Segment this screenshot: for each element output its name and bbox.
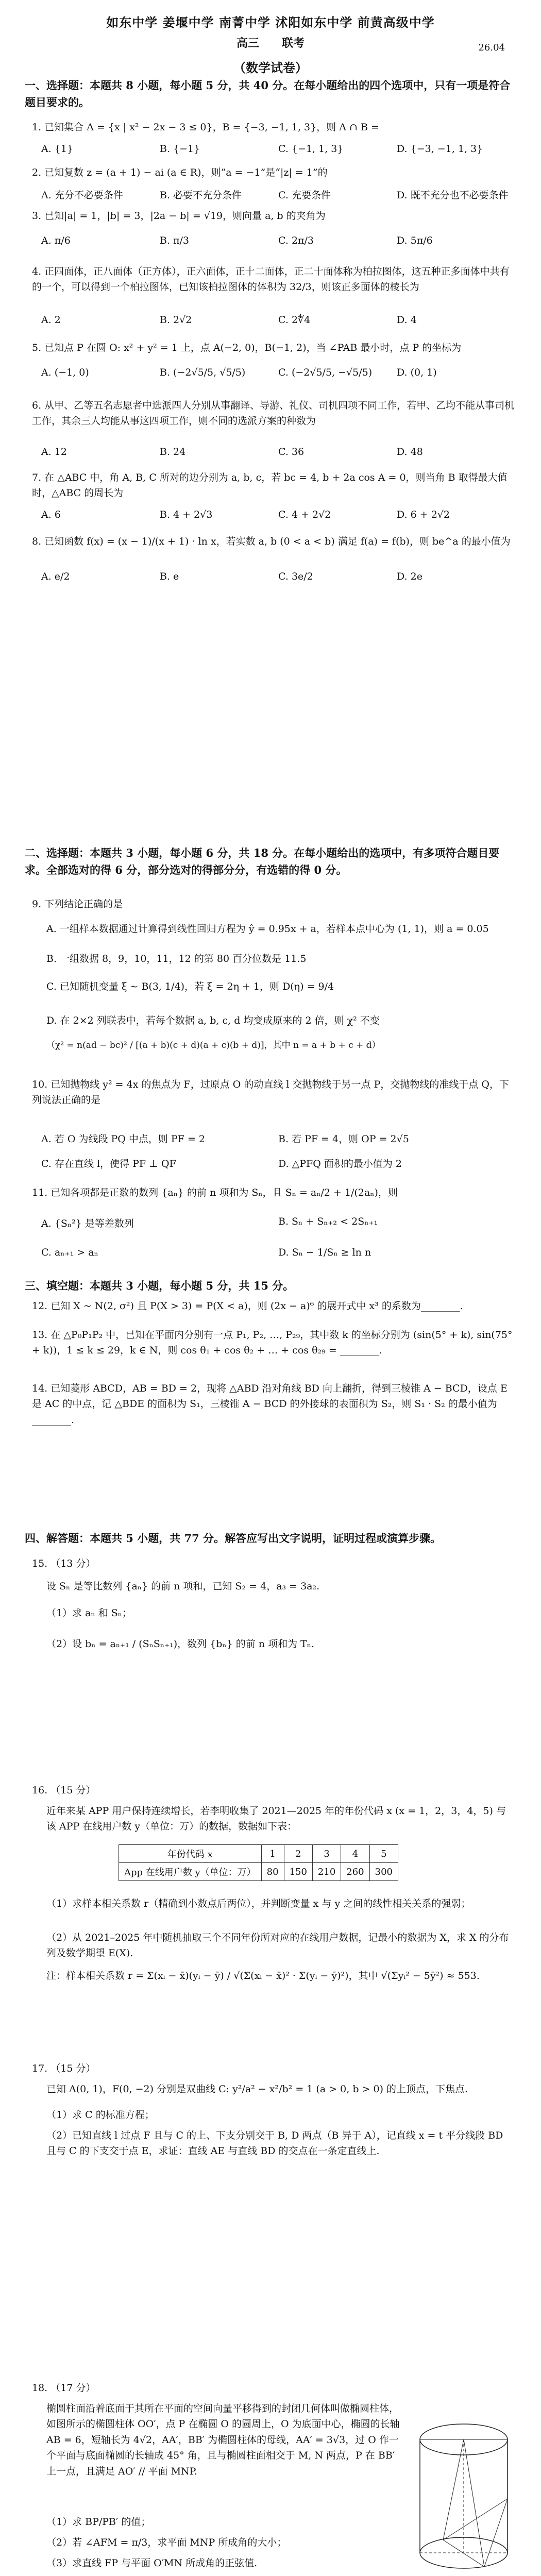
option: B. (−2√5/5, √5/5) (160, 367, 246, 378)
q18-part3: （3）求直线 FP 与平面 O′MN 所成角的正弦值. (46, 2557, 258, 2569)
question-7: 7. 在 △ABC 中，角 A, B, C 所对的边分别为 a, b, c，若 bc = 4, b + 2a cos A = 0，则当角 B 取得最大值时，△ABC 的周长为 (32, 472, 508, 499)
option: D. Sₙ − 1/Sₙ ≥ ln n (278, 1247, 371, 1258)
option: A. {Sₙ²} 是等差数列 (41, 1218, 134, 1229)
option: A. {1} (41, 143, 74, 155)
question-10: 10. 已知抛物线 y² = 4x 的焦点为 F，过原点 O 的动直线 l 交抛物线于另一点 P，交抛物线的准线于点 Q，下列说法正确的是 (32, 1079, 509, 1106)
grade-title: 高三 联考 (236, 37, 305, 50)
option: B. π/3 (160, 235, 190, 246)
question-18-header: 18. （17 分） (32, 2382, 96, 2394)
q15-part2: （2）设 bₙ = aₙ₊₁ / (SₙSₙ₊₁)，数列 {bₙ} 的前 n 项和为 Tₙ. (46, 1638, 315, 1650)
question-6: 6. 从甲、乙等五名志愿者中选派四人分别从事翻译、导游、礼仪、司机四项不同工作，若甲、乙均不能从事司机工作，其余三人均能从事这四项工作，则不同的选派方案的种数为 (32, 400, 515, 427)
q17-stem: 已知 A(0, 1)，F(0, −2) 分别是双曲线 C: y²/a² − x²/b² = 1 (a > 0, b > 0) 的上顶点，下焦点. (46, 2083, 468, 2095)
section3-title: 三、填空题：本题共 3 小题，每小题 5 分，共 15 分。 (25, 1279, 294, 1292)
option: C. aₙ₊₁ > aₙ (41, 1247, 98, 1258)
q15-part1: （1）求 aₙ 和 Sₙ； (46, 1607, 132, 1619)
option: B. 若 PF = 4，则 OP = 2√5 (278, 1133, 409, 1145)
question-9: 9. 下列结论正确的是 (32, 899, 123, 910)
question-8: 8. 已知函数 f(x) = (x − 1)/(x + 1) · ln x，若实数 a, b (0 < a < b) 满足 f(a) = f(b)，则 be^a 的最小值为 (32, 536, 511, 547)
option: D. 6 + 2√2 (397, 509, 450, 520)
q10-options-row2 (41, 1156, 515, 1170)
option: D. 2e (397, 571, 422, 582)
school-names: 如东中学 姜堰中学 南菁中学 沭阳如东中学 前黄高级中学 (106, 15, 435, 30)
q9-formula-note: （χ² = n(ad − bc)² / [(a + b)(c + d)(a + c)(b + d)]，其中 n = a + b + c + d） (46, 1040, 381, 1050)
option: A. e/2 (41, 571, 70, 582)
data-table (119, 1844, 398, 1881)
option: B. e (160, 571, 179, 582)
q9-option-a: A. 一组样本数据通过计算得到线性回归方程为 ŷ = 0.95x + a，若样本点中心为 (1, 1)，则 a = 0.05 (46, 923, 489, 935)
option: C. {−1, 1, 3} (278, 143, 344, 155)
table-cell: App 在线用户数 y（单位：万） (119, 1863, 262, 1881)
option: B. 24 (160, 446, 186, 457)
question-17-header: 17. （15 分） (32, 2063, 96, 2074)
q1-options (41, 143, 515, 155)
option: C. 存在直线 l，使得 PF ⊥ QF (41, 1158, 176, 1170)
option: B. 4 + 2√3 (160, 509, 213, 520)
exam-code: 26.04 (478, 42, 505, 53)
option: A. 若 O 为线段 PQ 中点，则 PF = 2 (41, 1133, 205, 1145)
option: C. 充要条件 (278, 190, 331, 201)
table-cell: 300 (369, 1863, 398, 1881)
q11-options-row2 (41, 1247, 515, 1258)
option: A. (−1, 0) (41, 367, 89, 378)
q17-part1: （1）求 C 的标准方程； (46, 2109, 155, 2121)
option: B. {−1} (160, 143, 200, 155)
table-cell: 5 (369, 1845, 398, 1863)
table-cell: 150 (284, 1863, 312, 1881)
table-cell: 2 (284, 1845, 312, 1863)
q17-part2: （2）已知直线 l 过点 F 且与 C 的上、下支分别交于 B, D 两点（B 异于 A），记直线 x = t 平分线段 BD 且与 C 的下支交于点 E，求证：直线 AE 与直线 BD 的交点在一条定直线上. (46, 2130, 503, 2157)
q9-option-d: D. 在 2×2 列联表中，若每个数据 a, b, c, d 均变成原来的 2 倍，则 χ² 不变 (46, 1015, 380, 1026)
table-cell: 1 (261, 1845, 284, 1863)
q4-options (41, 314, 515, 326)
option: D. 5π/6 (397, 235, 433, 246)
table-cell: 年份代码 x (119, 1845, 262, 1863)
exam-header (0, 12, 541, 50)
option: D. △PFQ 面积的最小值为 2 (278, 1158, 402, 1170)
table-cell: 3 (312, 1845, 341, 1863)
q15-stem: 设 Sₙ 是等比数列 {aₙ} 的前 n 项和，已知 S₂ = 4，a₃ = 3a₂. (46, 1581, 320, 1592)
q16-part2: （2）从 2021–2025 年中随机抽取三个不同年份所对应的在线用户数据，记最小的数据为 X，求 X 的分布列及数学期望 E(X). (46, 1932, 509, 1959)
q18-part2: （2）若 ∠AFM = π/3，求平面 MNP 所成角的大小； (46, 2537, 287, 2548)
q9-option-c: C. 已知随机变量 ξ ~ B(3, 1/4)，若 ξ = 2η + 1，则 D(η) = 9/4 (46, 981, 334, 992)
q5-options (41, 367, 515, 378)
option: A. π/6 (41, 235, 71, 246)
question-2: 2. 已知复数 z = (a + 1) − ai (a ∈ R)，则“a = −1”是“|z| = 1”的 (32, 167, 328, 178)
elliptic-cylinder-figure (412, 2416, 515, 2576)
option: C. 3e/2 (278, 571, 313, 582)
table-cell: 210 (312, 1863, 341, 1881)
table-cell: 80 (261, 1863, 284, 1881)
q9-option-b: B. 一组数据 8，9，10，11，12 的第 80 百分位数是 11.5 (46, 953, 307, 964)
option: A. 6 (41, 509, 61, 520)
q16-part1: （1）求样本相关系数 r（精确到小数点后两位），并判断变量 x 与 y 之间的线性相关关系的强弱； (46, 1898, 471, 1909)
option: A. 2 (41, 314, 61, 326)
table-row (119, 1863, 398, 1881)
question-5: 5. 已知点 P 在圆 O: x² + y² = 1 上，点 A(−2, 0)，B(−1, 2)，当 ∠PAB 最小时，点 P 的坐标为 (32, 342, 462, 353)
q2-options (41, 188, 515, 201)
question-1: 1. 已知集合 A = {x | x² − 2x − 3 ≤ 0}，B = {−3, −1, 1, 3}，则 A ∩ B = (32, 122, 379, 133)
option: A. 充分不必要条件 (41, 190, 123, 201)
q18-stem: 椭圆柱面沿着底面于其所在平面的空间向量平移得到的封闭几何体叫做椭圆柱体，如图所示的椭圆柱体 OO′，点 P 在椭圆 O 的圆周上，O 为底面中心，椭圆的长轴 AB = 6，短轴长为 4√2，AA′，BB′ 为椭圆柱体的母线，AA′ = 3√3，过 O 作一个平面与底面椭圆的长轴成 45° 角，且与椭圆柱面相交于 M, N 两点，P 在 BB′ 上一点，且满足 AO′ // 平面 MNP. (46, 2403, 400, 2477)
q6-options (41, 446, 515, 457)
question-4: 4. 正四面体，正八面体（正方体），正六面体，正十二面体，正二十面体称为柏拉图体，这五种正多面体中共有的一个，可以得到一个柏拉图体，已知该柏拉图体的体积为 32/3，则该正多面体的棱长为 (32, 266, 510, 293)
question-11: 11. 已知各项都是正数的数列 {aₙ} 的前 n 项和为 Sₙ，且 Sₙ = aₙ/2 + 1/(2aₙ)，则 (32, 1187, 398, 1198)
option: D. 4 (397, 314, 417, 326)
q16-stem: 近年来某 APP 用户保持连续增长，若李明收集了 2021—2025 年的年份代码 x (x = 1，2，3，4，5) 与该 APP 在线用户数 y（单位：万）的数据，数据如下表： (46, 1805, 506, 1833)
q16-formula-note: 注：样本相关系数 r = Σ(xᵢ − x̄)(yᵢ − ȳ) / √(Σ(xᵢ − x̄)² · Σ(yᵢ − ȳ)²)，其中 √(Σyᵢ² − 5ȳ²) ≈ 553. (46, 1970, 480, 1981)
option: C. 2π/3 (278, 235, 314, 246)
option: D. (0, 1) (397, 367, 437, 378)
q3-options (41, 235, 515, 246)
paper-type: （数学试卷） (233, 60, 308, 75)
table-cell: 4 (341, 1845, 369, 1863)
question-12: 12. 已知 X ~ N(2, σ²) 且 P(X > 3) = P(X < a)，则 (2x − a)⁶ 的展开式中 x³ 的系数为________. (32, 1300, 463, 1312)
table-cell: 260 (341, 1863, 369, 1881)
option: C. 2∜4 (278, 314, 311, 326)
option: B. 必要不充分条件 (160, 190, 242, 201)
option: C. 4 + 2√2 (278, 509, 331, 520)
section2-title: 二、选择题：本题共 3 小题，每小题 6 分，共 18 分。在每小题给出的选项中，有多项符合题目要求。全部选对的得 6 分，部分选对的得部分分，有选错的得 0 分。 (25, 846, 500, 876)
question-16-header: 16. （15 分） (32, 1785, 96, 1796)
q11-options-row1 (41, 1216, 515, 1230)
section1-title: 一、选择题：本题共 8 小题，每小题 5 分，共 40 分。在每小题给出的四个选项中，只有一项是符合题目要求的。 (25, 79, 511, 109)
option: C. (−2√5/5, −√5/5) (278, 367, 373, 378)
question-15-header: 15. （13 分） (32, 1558, 96, 1569)
option: B. Sₙ + Sₙ₊₂ < 2Sₙ₊₁ (278, 1216, 378, 1227)
option: D. 既不充分也不必要条件 (397, 190, 509, 201)
option: B. 2√2 (160, 314, 192, 326)
option: D. 48 (397, 446, 423, 457)
question-14: 14. 已知菱形 ABCD，AB = BD = 2，现将 △ABD 沿对角线 BD 向上翻折，得到三棱锥 A − BCD，设点 E 是 AC 的中点，记 △BDE 的面积为 S₁，三棱锥 A − BCD 的外接球的表面积为 S₂，则 S₁ · S₂ 的最小值为________. (32, 1383, 508, 1426)
q8-options (41, 571, 515, 582)
q18-part1: （1）求 BP/PB′ 的值； (46, 2516, 151, 2528)
question-13: 13. 在 △P₀P₁P₂ 中，已知在平面内分别有一点 P₁, P₂, …, P₂₉，其中数 k 的坐标分别为 (sin(5° + k), sin(75° + k))，1 ≤ k ≤ 29，k ∈ N，则 cos θ₁ + cos θ₂ + … + cos θ₂₉ = ________. (32, 1329, 513, 1357)
option: C. 36 (278, 446, 305, 457)
option: A. 12 (41, 446, 67, 457)
table-row (119, 1845, 398, 1863)
question-3: 3. 已知|a| = 1，|b| = 3，|2a − b| = √19，则向量 a, b 的夹角为 (32, 210, 326, 222)
option: D. {−3, −1, 1, 3} (397, 143, 483, 155)
section4-title: 四、解答题：本题共 5 小题，共 77 分。解答应写出文字说明，证明过程或演算步骤。 (25, 1532, 442, 1545)
q7-options (41, 509, 515, 520)
q10-options-row1 (41, 1131, 515, 1145)
